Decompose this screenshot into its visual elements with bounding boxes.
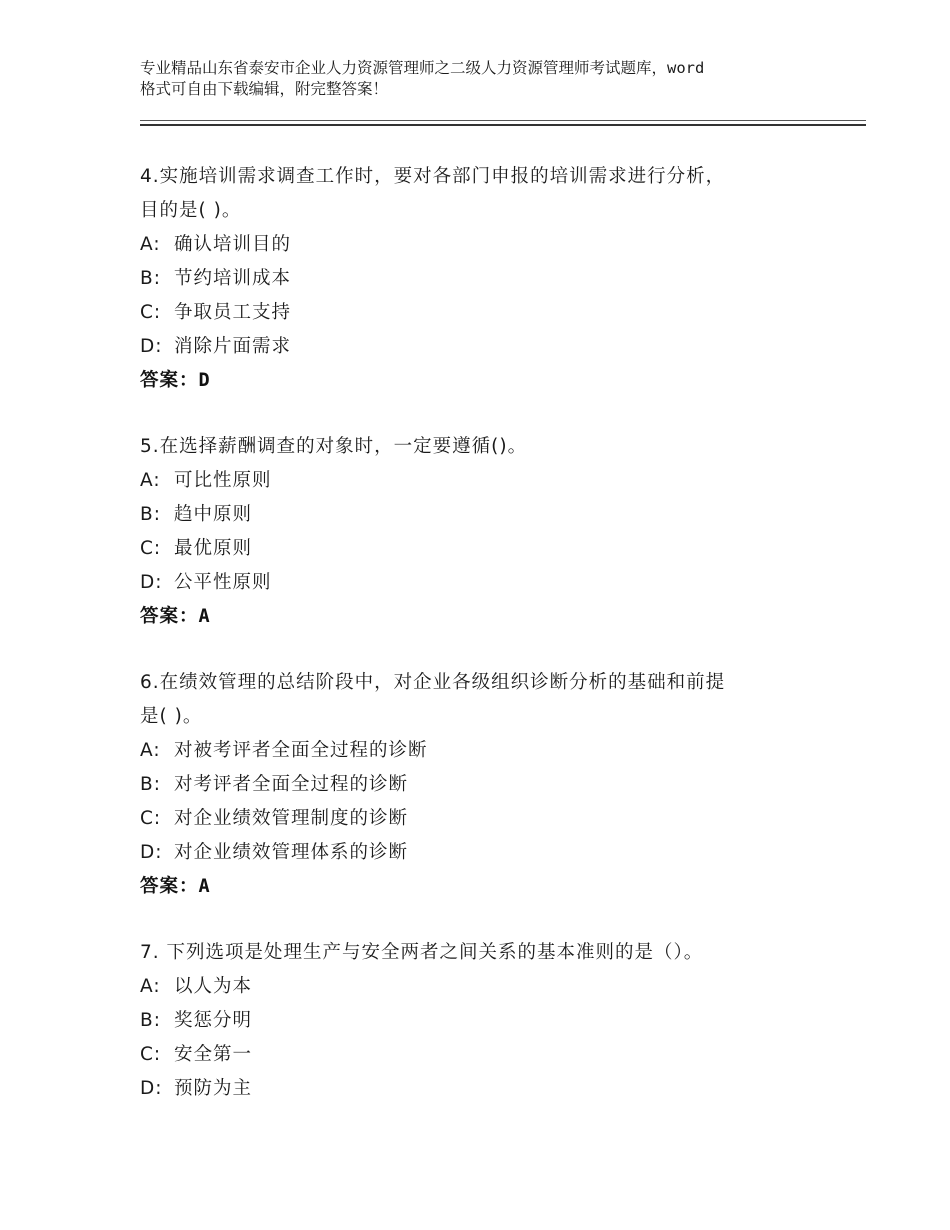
option-text: 预防为主 xyxy=(174,1078,253,1099)
option-b xyxy=(140,768,840,802)
option-text: 争取员工支持 xyxy=(174,302,292,323)
option-key: A: xyxy=(140,234,161,255)
option-key: A: xyxy=(140,740,161,761)
option-text: 公平性原则 xyxy=(174,572,272,593)
option-d xyxy=(140,836,840,870)
option-d xyxy=(140,1072,840,1106)
option-key: C: xyxy=(140,538,162,559)
option-c xyxy=(140,1038,840,1072)
option-c xyxy=(140,802,840,836)
option-key: A: xyxy=(140,976,161,997)
header-divider-thick xyxy=(140,124,866,126)
option-d xyxy=(140,330,840,364)
option-text: 对考评者全面全过程的诊断 xyxy=(174,774,409,795)
question-stem-line: 4.实施培训需求调查工作时，要对各部门申报的培训需求进行分析， xyxy=(140,166,726,187)
option-text: 消除片面需求 xyxy=(174,336,292,357)
question-stem-line: 是( )。 xyxy=(140,706,203,727)
option-a xyxy=(140,228,840,262)
option-text: 趋中原则 xyxy=(174,504,253,525)
option-text: 以人为本 xyxy=(174,976,253,997)
answer-line xyxy=(140,870,840,904)
question-stem-line: 7. 下列选项是处理生产与安全两者之间关系的基本准则的是（）。 xyxy=(140,942,704,963)
option-key: C: xyxy=(140,302,162,323)
option-key: B: xyxy=(140,774,161,795)
option-d xyxy=(140,566,840,600)
option-text: 确认培训目的 xyxy=(174,234,292,255)
option-key: C: xyxy=(140,1044,162,1065)
answer-label: 答案： xyxy=(140,876,199,897)
option-b xyxy=(140,1004,840,1038)
option-a xyxy=(140,464,840,498)
option-text: 最优原则 xyxy=(174,538,253,559)
option-text: 奖惩分明 xyxy=(174,1010,253,1031)
option-text: 节约培训成本 xyxy=(174,268,292,289)
question-list xyxy=(140,160,840,1138)
answer-value: A xyxy=(198,876,210,897)
question-6 xyxy=(140,666,840,904)
option-text: 可比性原则 xyxy=(174,470,272,491)
option-key: C: xyxy=(140,808,162,829)
option-key: B: xyxy=(140,268,161,289)
document-header xyxy=(140,58,840,100)
option-a xyxy=(140,734,840,768)
header-divider-thin xyxy=(140,120,866,121)
answer-label: 答案： xyxy=(140,606,199,627)
question-stem-line: 5.在选择薪酬调查的对象时，一定要遵循()。 xyxy=(140,436,528,457)
answer-line xyxy=(140,600,840,634)
option-c xyxy=(140,296,840,330)
question-stem-line: 6.在绩效管理的总结阶段中，对企业各级组织诊断分析的基础和前提 xyxy=(140,672,726,693)
question-stem-line: 目的是( )。 xyxy=(140,200,242,221)
answer-line xyxy=(140,364,840,398)
question-4 xyxy=(140,160,840,398)
option-key: D: xyxy=(140,842,163,863)
option-text: 对企业绩效管理体系的诊断 xyxy=(174,842,409,863)
answer-value: D xyxy=(198,370,210,391)
header-line-2: 格式可自由下载编辑，附完整答案！ xyxy=(140,80,389,98)
option-a xyxy=(140,970,840,1004)
option-key: B: xyxy=(140,1010,161,1031)
question-5 xyxy=(140,430,840,634)
option-b xyxy=(140,498,840,532)
option-c xyxy=(140,532,840,566)
option-text: 对被考评者全面全过程的诊断 xyxy=(174,740,428,761)
header-line-1: 专业精品山东省泰安市企业人力资源管理师之二级人力资源管理师考试题库，word xyxy=(140,59,705,77)
option-text: 安全第一 xyxy=(174,1044,253,1065)
option-key: D: xyxy=(140,1078,163,1099)
question-7 xyxy=(140,936,840,1106)
option-key: B: xyxy=(140,504,161,525)
option-key: D: xyxy=(140,572,163,593)
option-key: D: xyxy=(140,336,163,357)
option-b xyxy=(140,262,840,296)
answer-value: A xyxy=(198,606,210,627)
option-key: A: xyxy=(140,470,161,491)
answer-label: 答案： xyxy=(140,370,199,391)
option-text: 对企业绩效管理制度的诊断 xyxy=(174,808,409,829)
